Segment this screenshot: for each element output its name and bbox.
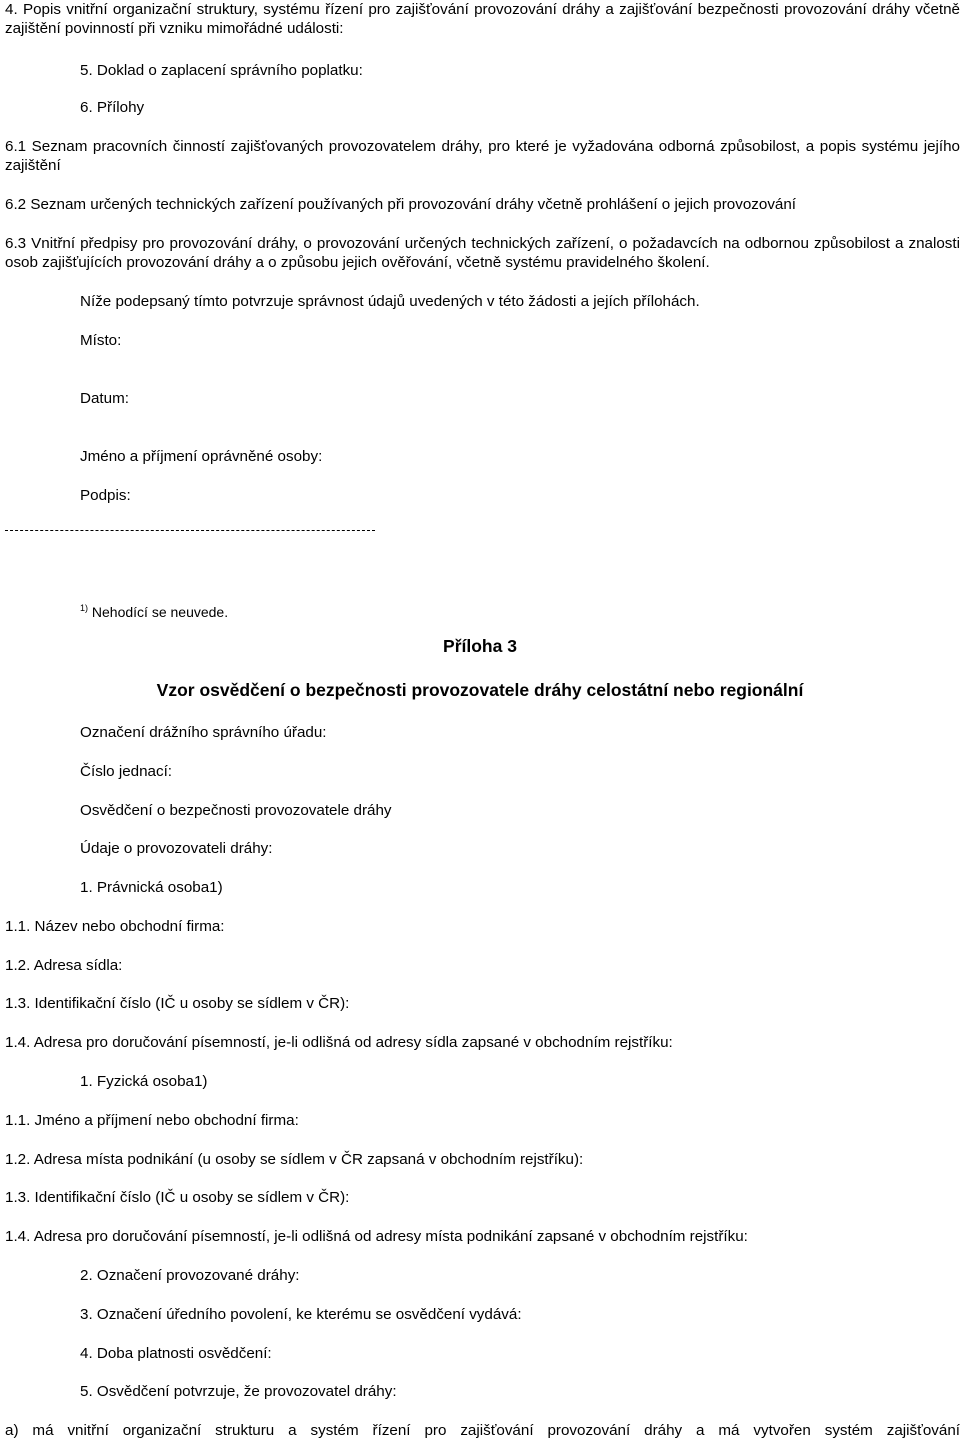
railway-designation-label: 2. Označení provozované dráhy: bbox=[80, 1267, 300, 1284]
natural-person-id-label: 1.3. Identifikační číslo (IČ u osoby se sídlem v ČR): bbox=[5, 1189, 350, 1206]
natural-person-delivery-label: 1.4. Adresa pro doručování písemností, je-li odlišná od adresy místa podnikání zapsané v obchodním rejstříku: bbox=[5, 1228, 748, 1245]
place-label: Místo: bbox=[80, 332, 122, 349]
official-permit-label: 3. Označení úředního povolení, ke kterému se osvědčení vydává: bbox=[80, 1306, 522, 1323]
certificate-title: Osvědčení o bezpečnosti provozovatele dráhy bbox=[80, 802, 392, 819]
date-label: Datum: bbox=[80, 390, 129, 407]
footnote-separator bbox=[5, 530, 375, 531]
footnote bbox=[80, 599, 228, 622]
legal-person-id-label: 1.3. Identifikační číslo (IČ u osoby se sídlem v ČR): bbox=[5, 995, 350, 1012]
declaration-text: Níže podepsaný tímto potvrzuje správnost údajů uvedených v této žádosti a jejích přílohách. bbox=[80, 293, 700, 310]
annex-title: Vzor osvědčení o bezpečnosti provozovatele dráhy celostátní nebo regionální bbox=[156, 680, 804, 700]
natural-person-heading: 1. Fyzická osoba1) bbox=[80, 1073, 208, 1090]
annex-label: Příloha 3 bbox=[443, 636, 517, 656]
item-4-text: 4. Popis vnitřní organizační struktury, systému řízení pro zajišťování provozování dráhy a zajišťování bezpečnosti provozování dráhy včetně zajištění povinností při vzniku mimořádné události: bbox=[5, 1, 960, 37]
item-5-text: 5. Doklad o zaplacení správního poplatku: bbox=[80, 62, 363, 79]
natural-person-business-address-label: 1.2. Adresa místa podnikání (u osoby se sídlem v ČR zapsaná v obchodním rejstříku): bbox=[5, 1151, 584, 1168]
legal-person-delivery-label: 1.4. Adresa pro doručování písemností, je-li odlišná od adresy sídla zapsané v obchodním rejstříku: bbox=[5, 1034, 673, 1051]
reference-number-label: Číslo jednací: bbox=[80, 763, 173, 780]
confirmation-label: 5. Osvědčení potvrzuje, že provozovatel dráhy: bbox=[80, 1383, 397, 1400]
item-6-heading: 6. Přílohy bbox=[80, 99, 145, 116]
item-6-1-text: 6.1 Seznam pracovních činností zajišťovaných provozovatelem dráhy, pro které je vyžadována odborná způsobilost, a popis systému jejího zajištění bbox=[5, 138, 960, 174]
item-6-3-text: 6.3 Vnitřní předpisy pro provozování dráhy, o provozování určených technických zařízení, o požadavcích na odbornou způsobilost a znalosti osob zajišťujících provozování dráhy a o způsobu jejich ověřování, včetně systému pravidelného školení. bbox=[5, 235, 960, 271]
legal-person-name-label: 1.1. Název nebo obchodní firma: bbox=[5, 918, 225, 935]
item-a-text: a) má vnitřní organizační strukturu a systém řízení pro zajišťování provozování dráhy a má vytvořen systém zajišťování bbox=[5, 1422, 960, 1439]
validity-label: 4. Doba platnosti osvědčení: bbox=[80, 1345, 272, 1362]
natural-person-name-label: 1.1. Jméno a příjmení nebo obchodní firma: bbox=[5, 1112, 299, 1129]
authority-label: Označení drážního správního úřadu: bbox=[80, 724, 327, 741]
signature-label: Podpis: bbox=[80, 487, 131, 504]
footnote-text: Nehodící se neuvede. bbox=[91, 604, 229, 620]
legal-person-address-label: 1.2. Adresa sídla: bbox=[5, 957, 123, 974]
authorized-person-label: Jméno a příjmení oprávněné osoby: bbox=[80, 448, 323, 465]
operator-data-label: Údaje o provozovateli dráhy: bbox=[80, 840, 273, 857]
item-6-2-text: 6.2 Seznam určených technických zařízení používaných při provozování dráhy včetně prohlášení o jejich provozování bbox=[5, 196, 797, 213]
legal-person-heading: 1. Právnická osoba1) bbox=[80, 879, 223, 896]
footnote-mark: 1) bbox=[80, 603, 89, 613]
